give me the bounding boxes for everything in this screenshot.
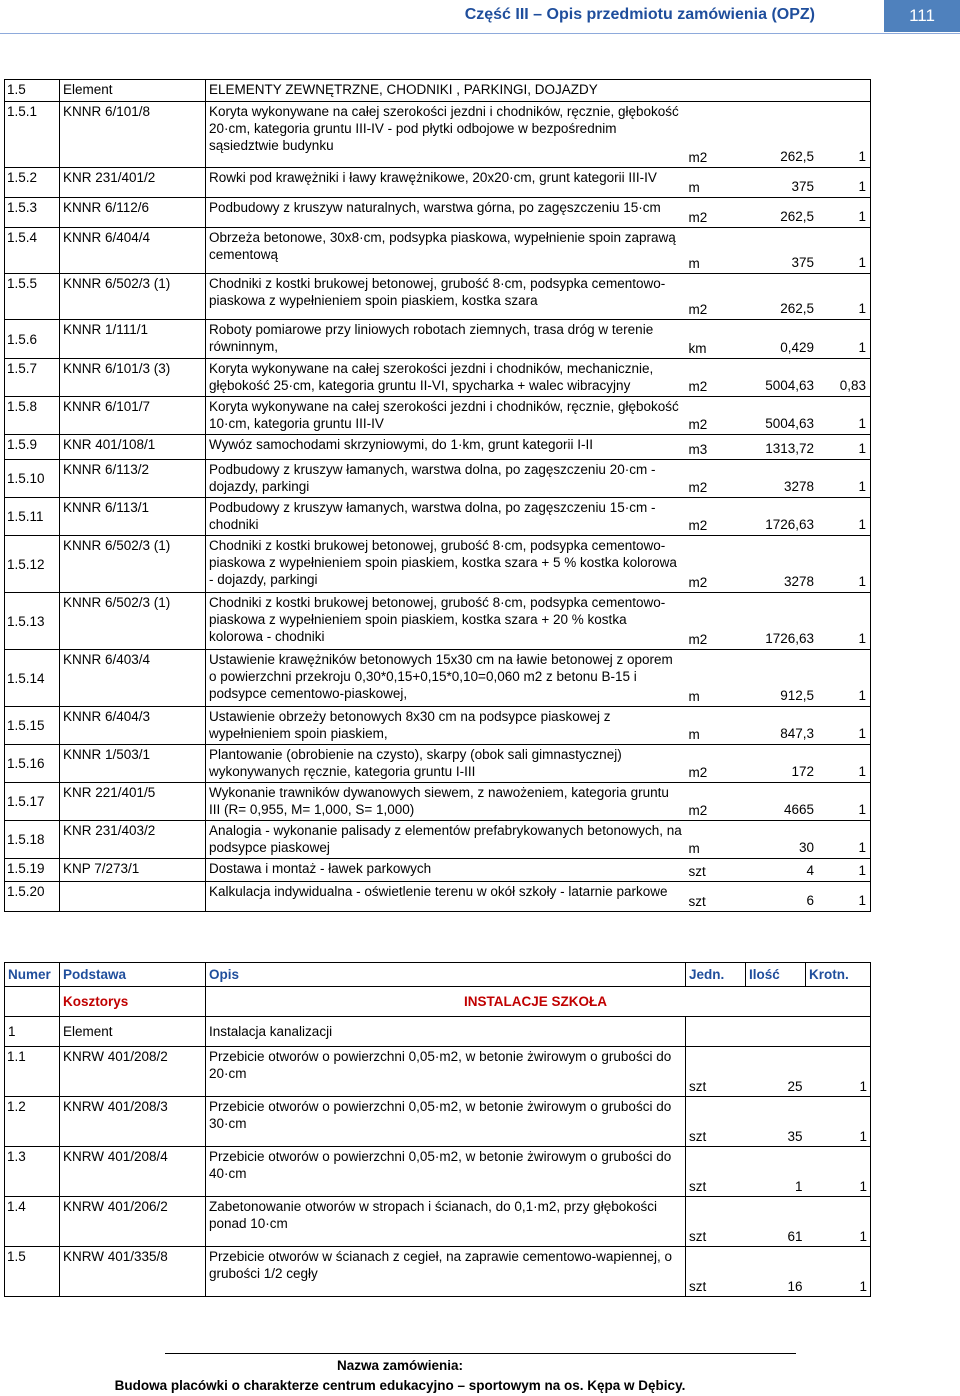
row-quantity: 262,5 — [780, 209, 814, 224]
row-quantity-cell — [686, 435, 871, 460]
footer-project-name: Budowa placówki o charakterze centrum edukacyjno – sportowym na os. Kępa w Dębicy. — [114, 1378, 686, 1393]
row-multiplier: 1 — [858, 301, 866, 316]
row-quantity: 5004,63 — [765, 416, 814, 431]
row-unit: m2 — [688, 765, 708, 780]
row-description: Przebicie otworów w ścianach z cegieł, na zaprawie cementowo-wapiennej, o grubości 1/2 cegły — [206, 1247, 686, 1297]
table-row — [5, 1247, 871, 1297]
section-header-row — [5, 80, 871, 102]
row-number: 1.5.6 — [5, 320, 60, 359]
row-description: Chodniki z kostki brukowej betonowej, grubość 8·cm, podsypka cementowo-piaskowa z wypełnieniem spoin piaskiem, kostka szara + 20 % kostka kolorowa - chodniki — [206, 593, 686, 650]
table-row — [5, 650, 871, 707]
header-ilosc: Ilość — [746, 963, 806, 987]
row-description: Analogia - wykonanie palisady z elementów prefabrykowanych betonowych, na podsypce piaskowej — [206, 821, 686, 859]
row-unit: m2 — [688, 803, 708, 818]
row-unit: szt — [688, 894, 706, 909]
header-krotn: Krotn. — [806, 963, 871, 987]
row-unit: m2 — [688, 417, 708, 432]
row-description: Obrzeża betonowe, 30x8·cm, podsypka piaskowa, wypełnienie spoin zaprawą cementową — [206, 228, 686, 274]
row-unit: m3 — [688, 442, 708, 457]
table-row — [5, 397, 871, 435]
row-unit: m2 — [688, 210, 708, 225]
row-basis: KNR 231/401/2 — [60, 168, 206, 198]
row-number: 1.5.15 — [5, 707, 60, 745]
table-row — [5, 882, 871, 912]
row-number: 1.5.17 — [5, 783, 60, 821]
row-description: Podbudowy z kruszyw naturalnych, warstwa górna, po zagęszczeniu 15·cm — [206, 198, 686, 228]
row-multiplier: 0,83 — [839, 378, 866, 393]
row-basis: KNR 401/108/1 — [60, 435, 206, 460]
row-quantity: 25 — [746, 1047, 806, 1097]
row-basis: KNRW 401/208/4 — [60, 1147, 206, 1197]
row-quantity: 0,429 — [780, 340, 814, 355]
row-basis: KNNR 6/404/3 — [60, 707, 206, 745]
header-opis: Opis — [206, 963, 686, 987]
table-row — [5, 1097, 871, 1147]
row-unit: m — [688, 180, 700, 195]
row-description: Ustawienie obrzeży betonowych 8x30 cm na podsypce piaskowej z wypełnieniem spoin piaskiem, — [206, 707, 686, 745]
row-number: 1.5 — [5, 1247, 60, 1297]
row-quantity: 1313,72 — [765, 441, 814, 456]
row-quantity-cell — [686, 859, 871, 882]
row-multiplier: 1 — [858, 479, 866, 494]
row-quantity: 16 — [746, 1247, 806, 1297]
row-description: Wywóz samochodami skrzyniowymi, do 1·km, grunt kategorii I-II — [206, 435, 686, 460]
kosztorys-row — [5, 987, 871, 1017]
row-basis: KNRW 401/208/3 — [60, 1097, 206, 1147]
row-multiplier: 1 — [858, 179, 866, 194]
row-number: 1.5.2 — [5, 168, 60, 198]
table-row — [5, 168, 871, 198]
table-row — [5, 198, 871, 228]
row-unit: szt — [686, 1147, 746, 1197]
table-row — [5, 460, 871, 498]
row-unit: m2 — [688, 575, 708, 590]
row-multiplier: 1 — [858, 340, 866, 355]
row-multiplier: 1 — [806, 1047, 871, 1097]
element-row — [5, 1017, 871, 1047]
table-row — [5, 228, 871, 274]
table-row — [5, 593, 871, 650]
element-title: Instalacja kanalizacji — [206, 1017, 686, 1047]
row-description: Dostawa i montaż - ławek parkowych — [206, 859, 686, 882]
row-basis: KNNR 6/502/3 (1) — [60, 536, 206, 593]
row-description: Przebicie otworów o powierzchni 0,05·m2, w betonie żwirowym o grubości do 30·cm — [206, 1097, 686, 1147]
row-unit: m2 — [688, 302, 708, 317]
row-quantity-cell — [686, 397, 871, 435]
row-quantity: 375 — [791, 179, 814, 194]
row-unit: m — [688, 727, 700, 742]
row-number: 1.2 — [5, 1097, 60, 1147]
row-unit: m — [688, 256, 700, 271]
section-title: ELEMENTY ZEWNĘTRZNE, CHODNIKI , PARKINGI, DOJAZDY — [206, 80, 686, 102]
row-multiplier: 1 — [858, 802, 866, 817]
row-quantity: 4 — [806, 863, 814, 878]
row-basis: KNRW 401/335/8 — [60, 1247, 206, 1297]
row-number: 1.5.14 — [5, 650, 60, 707]
row-quantity: 4665 — [783, 802, 814, 817]
table-row — [5, 536, 871, 593]
row-unit: szt — [686, 1197, 746, 1247]
row-quantity: 3278 — [783, 574, 814, 589]
row-description: Przebicie otworów o powierzchni 0,05·m2, w betonie żwirowym o grubości do 20·cm — [206, 1047, 686, 1097]
table-row — [5, 320, 871, 359]
row-quantity: 912,5 — [780, 688, 814, 703]
row-quantity: 30 — [798, 840, 814, 855]
row-number: 1.5.13 — [5, 593, 60, 650]
row-quantity-cell — [686, 198, 871, 228]
row-multiplier: 1 — [858, 631, 866, 646]
footer-divider — [165, 1353, 796, 1354]
table-row — [5, 707, 871, 745]
row-number: 1.5.16 — [5, 745, 60, 783]
row-basis: KNNR 6/403/4 — [60, 650, 206, 707]
header-podstawa: Podstawa — [60, 963, 206, 987]
row-multiplier: 1 — [806, 1147, 871, 1197]
column-header-row — [5, 963, 871, 987]
header-divider — [0, 33, 960, 34]
row-number: 1.5.10 — [5, 460, 60, 498]
row-number: 1.5.8 — [5, 397, 60, 435]
row-description: Przebicie otworów o powierzchni 0,05·m2, w betonie żwirowym o grubości do 40·cm — [206, 1147, 686, 1197]
row-number: 1.1 — [5, 1047, 60, 1097]
row-multiplier: 1 — [806, 1097, 871, 1147]
row-unit: szt — [686, 1097, 746, 1147]
row-quantity-cell — [686, 783, 871, 821]
row-number: 1.3 — [5, 1147, 60, 1197]
table-row — [5, 859, 871, 882]
row-quantity-cell — [686, 228, 871, 274]
table-row — [5, 745, 871, 783]
row-basis: KNRW 401/208/2 — [60, 1047, 206, 1097]
table-row — [5, 1197, 871, 1247]
row-multiplier: 1 — [858, 209, 866, 224]
row-quantity: 3278 — [783, 479, 814, 494]
row-quantity: 262,5 — [780, 301, 814, 316]
row-multiplier: 1 — [858, 688, 866, 703]
row-unit: m2 — [688, 150, 708, 165]
row-unit: m2 — [688, 379, 708, 394]
kosztorys-label: Kosztorys — [60, 987, 206, 1017]
row-quantity: 35 — [746, 1097, 806, 1147]
row-multiplier: 1 — [806, 1247, 871, 1297]
row-unit: szt — [688, 864, 706, 879]
row-basis: KNRW 401/206/2 — [60, 1197, 206, 1247]
row-basis: KNNR 6/404/4 — [60, 228, 206, 274]
row-quantity: 61 — [746, 1197, 806, 1247]
row-number: 1.5.18 — [5, 821, 60, 859]
row-description: Roboty pomiarowe przy liniowych robotach ziemnych, trasa dróg w terenie równinnym, — [206, 320, 686, 359]
row-quantity-cell — [686, 536, 871, 593]
row-unit: m2 — [688, 632, 708, 647]
row-quantity-cell — [686, 650, 871, 707]
row-description: Chodniki z kostki brukowej betonowej, grubość 8·cm, podsypka cementowo-piaskowa z wypełnieniem spoin piaskiem, kostka szara + 5 % kostka kolorowa - dojazdy, parkingi — [206, 536, 686, 593]
row-quantity: 1726,63 — [765, 517, 814, 532]
row-quantity-cell — [686, 593, 871, 650]
row-basis: KNNR 1/111/1 — [60, 320, 206, 359]
row-multiplier: 1 — [858, 574, 866, 589]
section-element-label: Element — [60, 80, 206, 102]
table-row — [5, 274, 871, 320]
row-basis — [60, 882, 206, 912]
row-number: 1.5.20 — [5, 882, 60, 912]
row-quantity: 172 — [791, 764, 814, 779]
row-basis: KNR 221/401/5 — [60, 783, 206, 821]
row-unit: szt — [686, 1047, 746, 1097]
row-description: Plantowanie (obrobienie na czysto), skarpy (obok sali gimnastycznej) wykonywanych ręcznie, kategoria gruntu I-III — [206, 745, 686, 783]
row-number: 1.5.12 — [5, 536, 60, 593]
section-number: 1.5 — [5, 80, 60, 102]
row-description: Zabetonowanie otworów w stropach i ścianach, do 0,1·m2, przy głębokości ponad 10·cm — [206, 1197, 686, 1247]
row-quantity: 1726,63 — [765, 631, 814, 646]
row-number: 1.5.1 — [5, 102, 60, 168]
row-description: Podbudowy z kruszyw łamanych, warstwa dolna, po zagęszczeniu 15·cm - chodniki — [206, 498, 686, 536]
row-number: 1.5.5 — [5, 274, 60, 320]
row-multiplier: 1 — [858, 764, 866, 779]
table-row — [5, 498, 871, 536]
row-multiplier: 1 — [858, 255, 866, 270]
installations-table — [4, 962, 871, 1297]
row-basis: KNP 7/273/1 — [60, 859, 206, 882]
element-number: 1 — [5, 1017, 60, 1047]
row-number: 1.5.19 — [5, 859, 60, 882]
element-label: Element — [60, 1017, 206, 1047]
row-quantity-cell — [686, 168, 871, 198]
row-quantity-cell — [686, 359, 871, 397]
row-quantity-cell — [686, 745, 871, 783]
row-number: 1.5.11 — [5, 498, 60, 536]
row-basis: KNR 231/403/2 — [60, 821, 206, 859]
row-multiplier: 1 — [858, 863, 866, 878]
row-basis: KNNR 6/101/7 — [60, 397, 206, 435]
elements-table — [4, 79, 871, 912]
row-multiplier: 1 — [858, 441, 866, 456]
row-unit: km — [688, 341, 707, 356]
row-number: 1.5.9 — [5, 435, 60, 460]
row-quantity-cell — [686, 320, 871, 359]
table-row — [5, 359, 871, 397]
row-multiplier: 1 — [858, 517, 866, 532]
table-row — [5, 821, 871, 859]
row-unit: m — [688, 689, 700, 704]
row-description: Koryta wykonywane na całej szerokości jezdni i chodników, ręcznie, głębokość 20·cm, kategoria gruntu III-IV - pod płytki odbojowe w bezpośrednim sąsiedztwie budynku — [206, 102, 686, 168]
row-description: Rowki pod krawężniki i ławy krawężnikowe, 20x20·cm, grunt kategorii III-IV — [206, 168, 686, 198]
table-row — [5, 1047, 871, 1097]
row-quantity: 847,3 — [780, 726, 814, 741]
row-unit: szt — [686, 1247, 746, 1297]
row-multiplier: 1 — [858, 893, 866, 908]
kosztorys-title: INSTALACJE SZKOŁA — [206, 987, 871, 1017]
row-multiplier: 1 — [858, 416, 866, 431]
row-number: 1.5.3 — [5, 198, 60, 228]
row-unit: m2 — [688, 518, 708, 533]
header-jedn: Jedn. — [686, 963, 746, 987]
row-multiplier: 1 — [858, 840, 866, 855]
document-header-title: Część III – Opis przedmiotu zamówienia (OPZ) — [464, 6, 815, 23]
row-multiplier: 1 — [806, 1197, 871, 1247]
row-quantity: 6 — [806, 893, 814, 908]
row-description: Podbudowy z kruszyw łamanych, warstwa dolna, po zagęszczeniu 20·cm - dojazdy, parkingi — [206, 460, 686, 498]
row-quantity-cell — [686, 460, 871, 498]
row-description: Wykonanie trawników dywanowych siewem, z nawożeniem, kategoria gruntu III (R= 0,955, M= 1,000, S= 1,000) — [206, 783, 686, 821]
row-number: 1.5.7 — [5, 359, 60, 397]
row-basis: KNNR 6/101/8 — [60, 102, 206, 168]
row-basis: KNNR 6/502/3 (1) — [60, 274, 206, 320]
row-quantity-cell — [686, 882, 871, 912]
row-quantity: 1 — [746, 1147, 806, 1197]
row-description: Chodniki z kostki brukowej betonowej, grubość 8·cm, podsypka cementowo-piaskowa z wypełnieniem spoin piaskiem, kostka szara — [206, 274, 686, 320]
row-quantity: 5004,63 — [765, 378, 814, 393]
row-quantity-cell — [686, 274, 871, 320]
table-row — [5, 1147, 871, 1197]
table-row — [5, 435, 871, 460]
row-multiplier: 1 — [858, 149, 866, 164]
row-unit: m — [688, 841, 700, 856]
row-quantity: 262,5 — [780, 149, 814, 164]
row-description: Koryta wykonywane na całej szerokości jezdni i chodników, ręcznie, głębokość 10·cm, kategoria gruntu III-IV — [206, 397, 686, 435]
row-number: 1.4 — [5, 1197, 60, 1247]
table-row — [5, 102, 871, 168]
page-number: 111 — [884, 0, 960, 32]
row-description: Koryta wykonywane na całej szerokości jezdni i chodników, mechanicznie, głębokość 25·cm, kategoria gruntu II-VI, spycharka + walec wibracyjny — [206, 359, 686, 397]
row-multiplier: 1 — [858, 726, 866, 741]
row-basis: KNNR 1/503/1 — [60, 745, 206, 783]
table-row — [5, 783, 871, 821]
row-quantity-cell — [686, 707, 871, 745]
row-basis: KNNR 6/113/1 — [60, 498, 206, 536]
row-basis: KNNR 6/112/6 — [60, 198, 206, 228]
row-basis: KNNR 6/101/3 (3) — [60, 359, 206, 397]
row-unit: m2 — [688, 480, 708, 495]
row-number: 1.5.4 — [5, 228, 60, 274]
row-description: Ustawienie krawężników betonowych 15x30 cm na ławie betonowej z oporem o powierzchni przekroju 0,30*0,15+0,15*0,10=0,060 m2 z betonu B-15 i podsypce cementowo-piaskowej, — [206, 650, 686, 707]
row-quantity: 375 — [791, 255, 814, 270]
header-numer: Numer — [5, 963, 60, 987]
row-basis: KNNR 6/113/2 — [60, 460, 206, 498]
footer-label: Nazwa zamówienia: — [336, 1358, 464, 1373]
row-quantity-cell — [686, 102, 871, 168]
row-quantity-cell — [686, 498, 871, 536]
row-quantity-cell — [686, 821, 871, 859]
row-basis: KNNR 6/502/3 (1) — [60, 593, 206, 650]
row-description: Kalkulacja indywidualna - oświetlenie terenu w okół szkoły - latarnie parkowe — [206, 882, 686, 912]
